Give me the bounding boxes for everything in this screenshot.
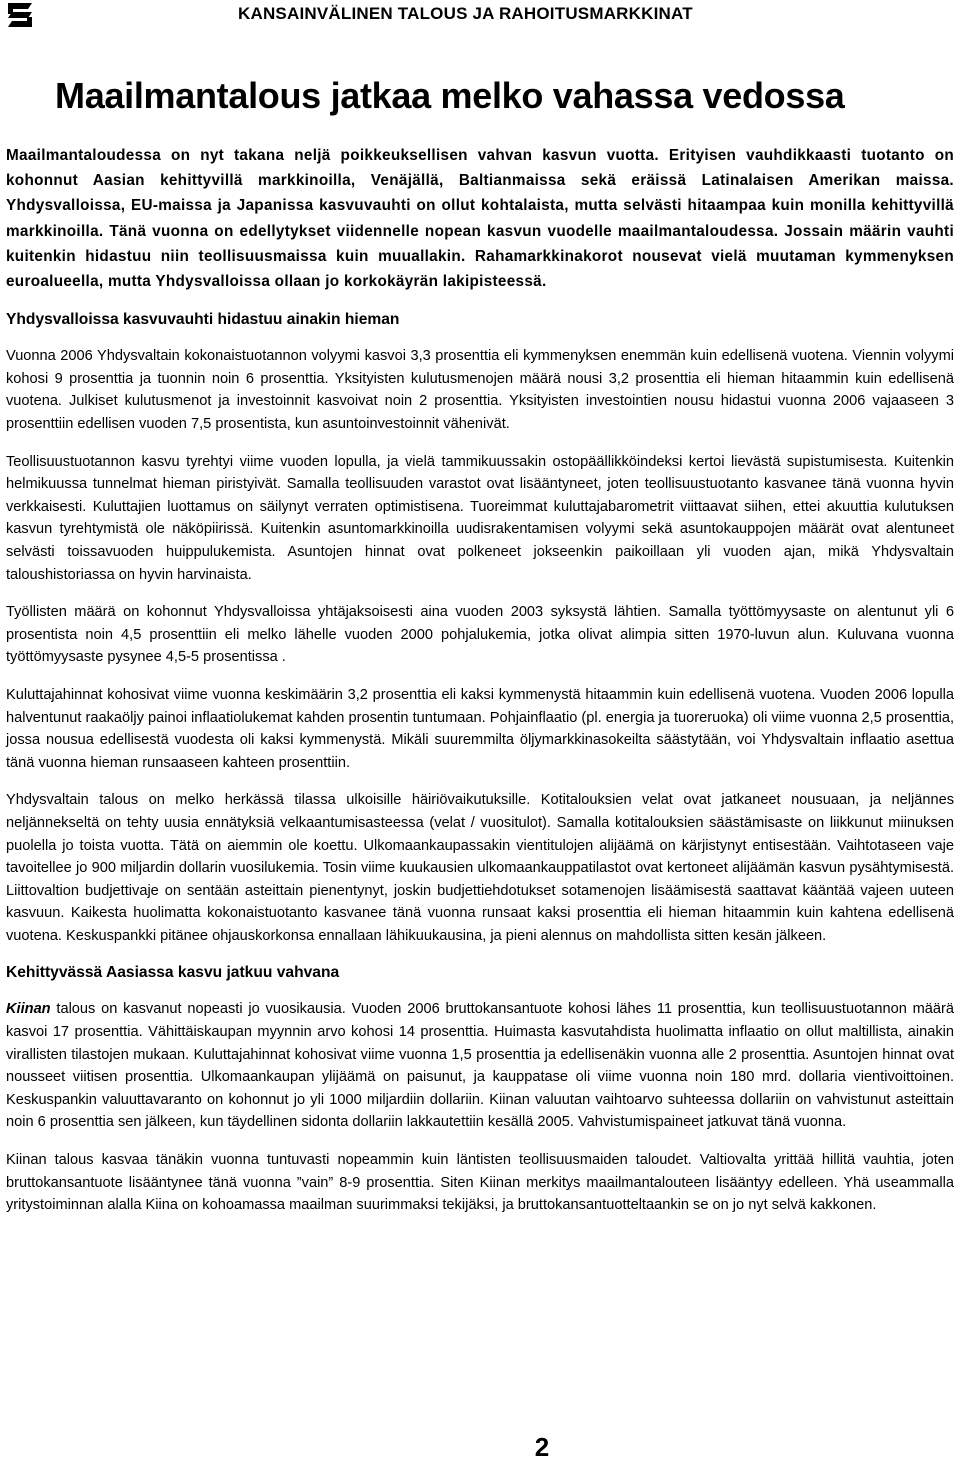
publisher-logo-icon [6,2,34,28]
lead-paragraph: Maailmantaloudessa on nyt takana neljä poikkeuksellisen vahvan kasvun vuotta. Erityisen vauhdikkaasti tuotanto on kohonnut Aasian kehittyvillä markkinoilla, Venäjällä, Baltianmaissa sekä eräissä Latinalaisen Amerikan maissa. Yhdysvalloissa, EU-maissa ja Japanissa kasvuvauhti on ollut kohtalaista, mutta selvästi hitaampaa kuin monilla kehittyvillä markkinoilla. Tänä vuonna on edellytykset viidennelle nopean kasvun vuodelle maailmantaloudessa. Jossain määrin vauhti kuitenkin hidastuu niin teollisuusmaissa kuin muuallakin. Rahamarkkinakorot nousevat vielä muutaman kymmenyksen euroalueella, mutta Yhdysvalloissa ollaan jo korkokäyrän lakipisteessä. [6,147,954,291]
paragraph: Kiinan talous kasvaa tänäkin vuonna tuntuvasti nopeammin kuin läntisten teollisuusmaiden taloudet. Valtiovalta yrittää hillitä vauhtia, joten bruttokansantuote lisääntynee tänä vuonna ”vain” 8-9 prosenttia. Siten Kiinan merkitys maailmantalouteen lisääntyy edelleen. Yhä useammalla yritystoiminnan alalla Kiina on kohoamassa maailman suurimmaksi tekijäksi, ja bruttokansantuotteltaankin se on jo nyt selvä kakkonen. [6,1152,954,1214]
lead-block [6,143,954,294]
paragraph: Yhdysvaltain talous on melko herkässä tilassa ulkoisille häiriövaikutuksille. Kotitalouksien velat ovat jatkaneet nousuaan, ja neljännes neljännekseltä on tehty uusia ennätyksiä velkaantumisasteessa (velat / vuositulot). Samalla kotitalouksien säästämisaste on liikkunut miinuksen puolella jo toista vuotta. Tätä on aiemmin ole koettu. Ulkomaankaupassakin vientitulojen alijäämä on kärjistynyt entisestään. Vaihtotaseen vaje tavoitellee jo 900 miljardin dollarin vuosilukemia. Tosin viime kuukausien ulkomaankauppatilastot ovat kertoneet alijäämän kasvun pysähtymisestä. Liittovaltion budjettivaje on sentään asteittain pienentynyt, joskin budjettiehdotukset sotamenojen lisäämisestä saattavat kääntää vajeen uuteen kasvuun. Kaikesta huolimatta kokonaistuotanto kasvanee tänä vuonna runsaat kaksi prosenttia eli hieman hitaammin kuin kahtena edellisenä vuotena. Keskuspankki pitänee ohjauskorkonsa ennallaan lähikuukausina, ja pieni alennus on mahdollista sitten kesän jälkeen. [6,792,954,944]
kiina-emphasis: Kiinan [6,1001,51,1018]
running-header: KANSAINVÄLINEN TALOUS JA RAHOITUSMARKKINAT [238,4,693,23]
paragraph-kiina [6,998,954,1134]
paragraph: Teollisuustuotannon kasvu tyrehtyi viime vuoden lopulla, ja vielä tammikuussakin ostopäällikköindeksi kertoi lievästä supistumisesta. Kuitenkin helmikuussa tunnelmat hieman piristyivät. Samalla teollisuuden varastot ovat lisääntyneet, joten teollisuustuotanto kasvanee tänä vuonna hyvin verkkaisesti. Kuluttajien luottamus on säilynyt verraten optimistisena. Tuoreimmat kuluttajabarometrit viittaavat siihen, ettei akuuttia kulutuksen kasvun tyrehtymistä ole näköpiirissä. Kuitenkin asuntomarkkinoilla uudisrakentamisen volyymi sekä asuntokauppojen määrät ovat alentuneet selvästi toissavuoden huippulukemista. Asuntojen hinnat ovat polkeneet jokseenkin paikoillaan yli vuoden ajan, mikä Yhdysvaltain taloushistoriassa on hyvin harvinaista. [6,453,954,583]
page-title: Maailmantalous jatkaa melko vahassa vedossa [55,75,845,116]
paragraph: Vuonna 2006 Yhdysvaltain kokonaistuotannon volyymi kasvoi 3,3 prosenttia eli kymmenyksen enemmän kuin edellisenä vuotena. Viennin volyymi kohosi 9 prosenttia ja tuonnin noin 6 prosenttia. Yksityisten kulutusmenojen määrä nousi 3,2 prosenttia eli hieman hitaammin kuin edellisenä vuotena. Julkiset kulutusmenot ja investoinnit kasvoivat noin 2 prosenttia. Yksityisten investointien nousu hidastui vuonna 2006 vajaaseen 3 prosenttiin edellisen vuoden 7,5 prosentista, kun asuntoinvestoinnit vähenivät. [6,348,954,432]
section-heading-usa: Yhdysvalloissa kasvuvauhti hidastuu ainakin hieman [6,311,400,329]
paragraph-text: talous on kasvanut nopeasti jo vuosikausia. Vuoden 2006 bruttokansantuote kohosi lähes 11 prosenttia, kun teollisuustuotannon määrä kasvoi 17 prosenttia. Vähittäiskaupan myynnin arvo kohosi 14 prosenttia. Huimasta kasvutahdista huolimatta inflaatio on ollut maltillista, ainakin virallisten tilastojen mukaan. Kuluttajahinnat kohosivat viime vuonna 1,5 prosenttia ja edellisenäkin vuonna alle 2 prosenttia. Asuntojen hinnat ovat nousseet viitisen prosenttia. Ulkomaankaupan ylijäämä on paisunut, ja kauppatase oli viime vuonna noin 180 mrd. dollaria vientivoittoinen. Keskuspankin valuuttavaranto on kohonnut jo yli 1000 miljardiin dollariin. Kiinan valuutan vaihtoarvo suhteessa dollariin on vahvistunut asteittain noin 6 prosenttia sen jälkeen, kun täydellinen sidonta dollariin lakkautettiin kesällä 2005. Vahvistumispaineet jatkuvat tänä vuonna. [6,1001,954,1131]
paragraph: Työllisten määrä on kohonnut Yhdysvalloissa yhtäjaksoisesti aina vuoden 2003 syksystä lähtien. Samalla työttömyysaste on alentunut yli 6 prosentista noin 4,5 prosenttiin eli melko lähelle vuoden 2000 pohjalukemia, jotka olivat alimpia sitten 1970-luvun alun. Kuluvana vuonna työttömyysaste pysynee 4,5-5 prosentissa . [6,604,954,666]
section-heading-asia: Kehittyvässä Aasiassa kasvu jatkuu vahvana [6,964,340,982]
page-number: 2 [534,1432,550,1462]
paragraph: Kuluttajahinnat kohosivat viime vuonna keskimäärin 3,2 prosenttia eli kaksi kymmenystä hitaammin kuin edellisenä vuotena. Vuoden 2006 lopulla halventunut raakaöljy painoi inflaatiolukemat kahden prosentin tuntumaan. Pohjainflaatio (pl. energia ja tuoreruoka) oli viime vuonna 2,5 prosenttia, jossa nousua edellisestä vuodesta oli kaksi kymmenystä. Mikäli suuremmilta öljymarkkinasokeilta säästytään, voi Yhdysvaltain inflaatio asettua tänä vuonna hieman runsaaseen kahteen prosenttiin. [6,686,954,771]
article-body [6,143,954,1232]
